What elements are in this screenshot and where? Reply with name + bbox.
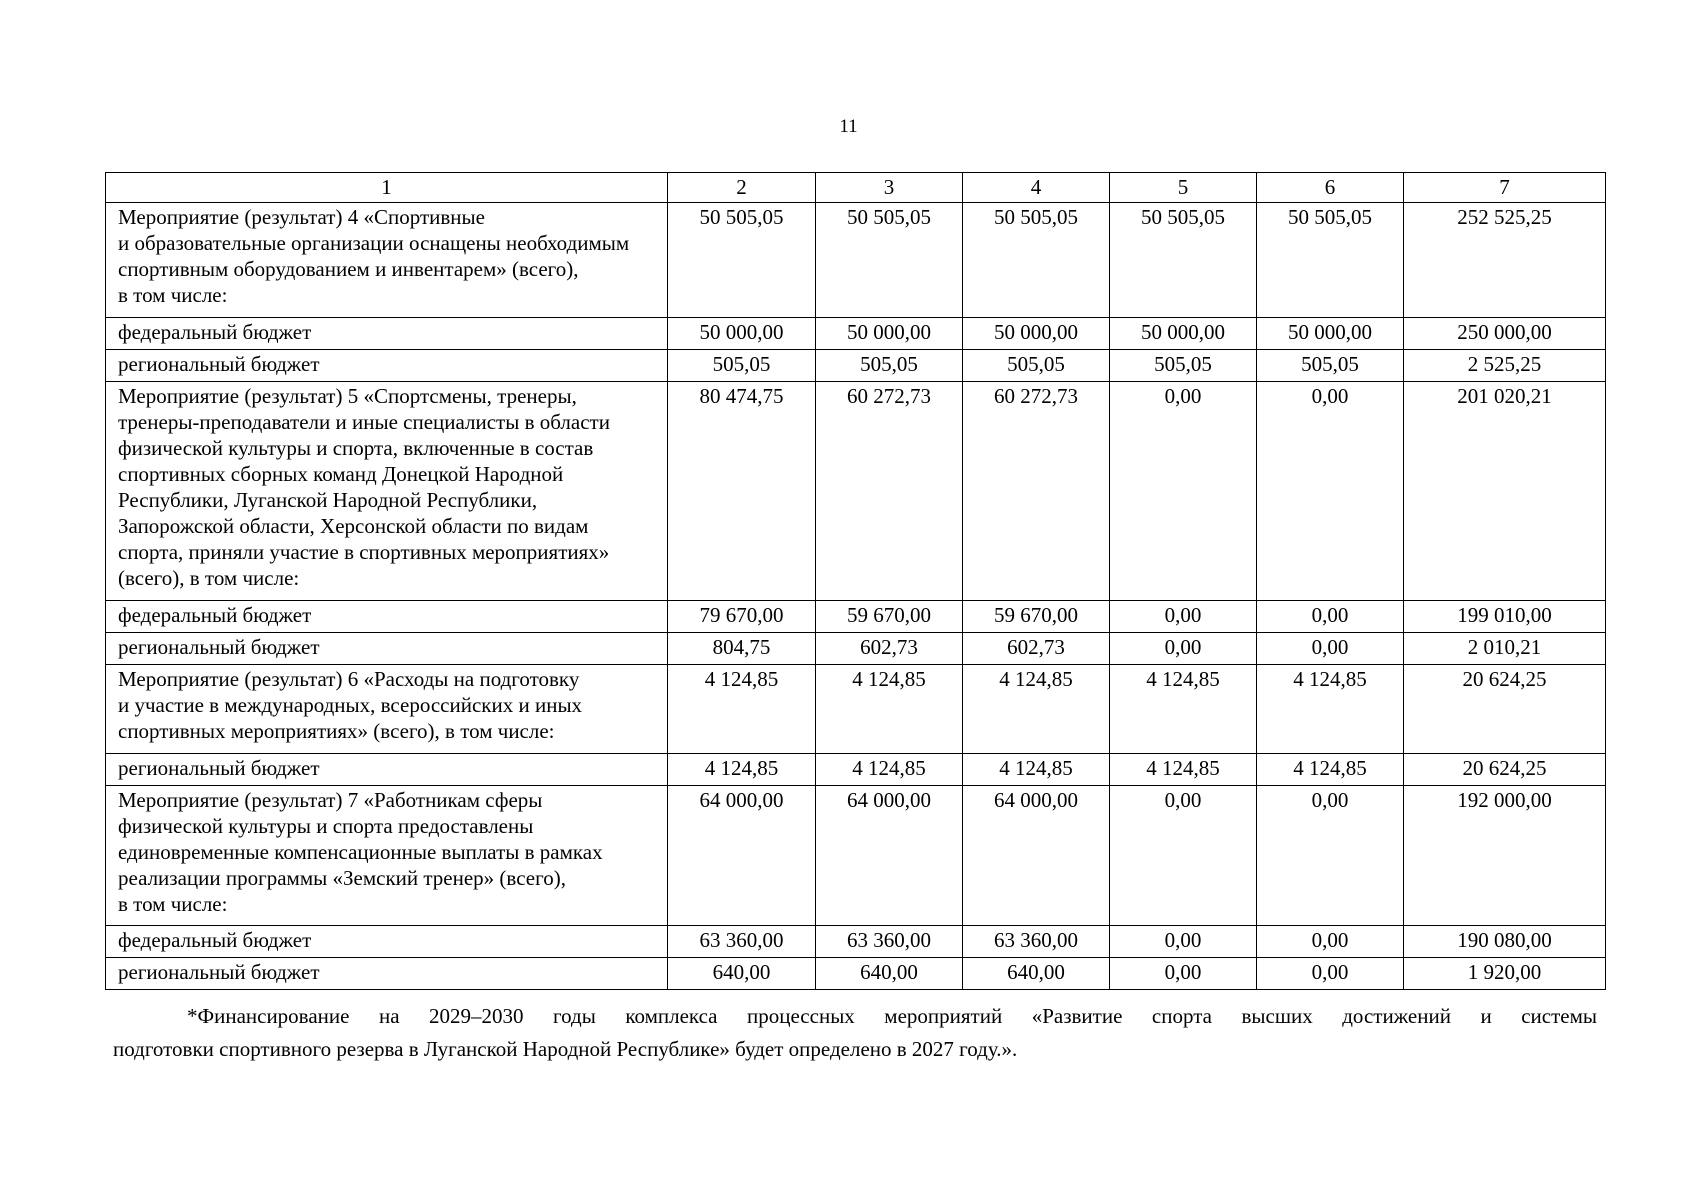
value-cell: 0,00 [1110,958,1257,990]
total-cell: 1 920,00 [1404,958,1606,990]
column-header: 3 [816,173,963,203]
value-cell: 50 505,05 [668,203,816,318]
total-cell: 250 000,00 [1404,318,1606,350]
value-cell: 640,00 [963,958,1110,990]
table-row [106,633,1606,665]
funding-table [105,172,1606,990]
value-cell: 50 000,00 [1257,318,1404,350]
row-label-line: и образовательные организации оснащены необходимым [118,231,630,255]
row-label [106,926,668,958]
value-cell: 0,00 [1257,633,1404,665]
value-cell: 60 272,73 [816,382,963,601]
row-label-line: Мероприятие (результат) 5 «Спортсмены, тренеры, [118,384,577,408]
row-label-line: в том числе: [118,892,228,916]
value-cell: 4 124,85 [963,665,1110,754]
row-label [106,786,668,926]
value-cell: 505,05 [816,350,963,382]
row-label [106,601,668,633]
value-cell: 640,00 [668,958,816,990]
total-cell: 190 080,00 [1404,926,1606,958]
value-cell: 4 124,85 [1110,665,1257,754]
value-cell: 0,00 [1110,786,1257,926]
value-cell: 804,75 [668,633,816,665]
row-label-line: Запорожской области, Херсонской области по видам [118,514,589,538]
value-cell: 50 505,05 [816,203,963,318]
total-cell: 2 010,21 [1404,633,1606,665]
value-cell: 4 124,85 [668,754,816,786]
value-cell: 64 000,00 [816,786,963,926]
value-cell: 63 360,00 [816,926,963,958]
value-cell: 4 124,85 [963,754,1110,786]
total-cell: 192 000,00 [1404,786,1606,926]
value-cell: 505,05 [1257,350,1404,382]
row-label-line: единовременные компенсационные выплаты в рамках [118,840,603,864]
table-body [106,203,1606,990]
value-cell: 50 000,00 [1110,318,1257,350]
value-cell: 4 124,85 [1110,754,1257,786]
row-label-line: и участие в международных, всероссийских и иных [118,693,583,717]
value-cell: 50 000,00 [668,318,816,350]
value-cell: 4 124,85 [816,754,963,786]
row-label-line: федеральный бюджет [118,603,312,627]
value-cell: 0,00 [1257,926,1404,958]
row-label-line: федеральный бюджет [118,320,312,344]
row-label-line: физической культуры и спорта, включенные в состав [118,436,594,460]
row-label [106,350,668,382]
value-cell: 0,00 [1110,926,1257,958]
value-cell: 0,00 [1110,601,1257,633]
total-cell: 252 525,25 [1404,203,1606,318]
footnote-line: подготовки спортивного резерва в Луганской Народной Республике» будет определено в 2027 году.». [113,1037,1018,1061]
row-label-line: тренеры-преподаватели и иные специалисты в области [118,410,610,434]
row-label [106,754,668,786]
value-cell: 0,00 [1110,382,1257,601]
total-cell: 20 624,25 [1404,665,1606,754]
row-label-line: региональный бюджет [118,960,320,984]
column-header: 2 [668,173,816,203]
column-header: 6 [1257,173,1404,203]
value-cell: 59 670,00 [816,601,963,633]
total-cell: 199 010,00 [1404,601,1606,633]
value-cell: 50 000,00 [963,318,1110,350]
value-cell: 64 000,00 [668,786,816,926]
column-header: 5 [1110,173,1257,203]
table-row [106,350,1606,382]
row-label-line: Мероприятие (результат) 6 «Расходы на подготовку [118,667,580,691]
value-cell: 63 360,00 [963,926,1110,958]
total-cell: 20 624,25 [1404,754,1606,786]
row-label-line: региональный бюджет [118,635,320,659]
value-cell: 640,00 [816,958,963,990]
value-cell: 0,00 [1257,958,1404,990]
row-label-line: региональный бюджет [118,756,320,780]
value-cell: 505,05 [1110,350,1257,382]
value-cell: 602,73 [816,633,963,665]
row-label-line: Мероприятие (результат) 4 «Спортивные [118,205,485,229]
row-label-line: (всего), в том числе: [118,566,300,590]
page-number: 11 [839,116,858,137]
value-cell: 505,05 [963,350,1110,382]
value-cell: 505,05 [668,350,816,382]
value-cell: 59 670,00 [963,601,1110,633]
table-header-row [106,173,1606,203]
value-cell: 602,73 [963,633,1110,665]
value-cell: 50 000,00 [816,318,963,350]
value-cell: 0,00 [1257,382,1404,601]
value-cell: 64 000,00 [963,786,1110,926]
row-label-line: спортивным оборудованием и инвентарем» (всего), [118,257,579,281]
value-cell: 50 505,05 [1110,203,1257,318]
value-cell: 60 272,73 [963,382,1110,601]
row-label [106,318,668,350]
value-cell: 0,00 [1257,601,1404,633]
table-row [106,382,1606,601]
footnote [113,1000,1597,1066]
column-header: 7 [1404,173,1606,203]
table-row [106,786,1606,926]
value-cell: 80 474,75 [668,382,816,601]
row-label [106,203,668,318]
row-label-line: спортивных сборных команд Донецкой Народной [118,462,564,486]
column-header: 1 [106,173,668,203]
row-label-line: физической культуры и спорта предоставлены [118,814,534,838]
row-label [106,665,668,754]
value-cell: 0,00 [1110,633,1257,665]
row-label-line: Мероприятие (результат) 7 «Работникам сферы [118,788,543,812]
value-cell: 4 124,85 [1257,665,1404,754]
table-row [106,926,1606,958]
row-label [106,382,668,601]
value-cell: 50 505,05 [1257,203,1404,318]
row-label-line: спорта, приняли участие в спортивных мероприятиях» [118,540,610,564]
total-cell: 201 020,21 [1404,382,1606,601]
total-cell: 2 525,25 [1404,350,1606,382]
value-cell: 50 505,05 [963,203,1110,318]
row-label [106,958,668,990]
row-label-line: в том числе: [118,283,228,307]
row-label-line: реализации программы «Земский тренер» (всего), [118,866,566,890]
value-cell: 4 124,85 [1257,754,1404,786]
row-label [106,633,668,665]
value-cell: 4 124,85 [668,665,816,754]
value-cell: 79 670,00 [668,601,816,633]
value-cell: 4 124,85 [816,665,963,754]
row-label-line: Республики, Луганской Народной Республики, [118,488,538,512]
value-cell: 0,00 [1257,786,1404,926]
footnote-line: *Финансирование на 2029–2030 годы комплекса процессных мероприятий «Развитие спорта высших достижений и системы [187,1004,1597,1028]
row-label-line: спортивных мероприятиях» (всего), в том числе: [118,719,555,743]
table-row [106,665,1606,754]
value-cell: 63 360,00 [668,926,816,958]
table-row [106,958,1606,990]
column-header: 4 [963,173,1110,203]
row-label-line: региональный бюджет [118,352,320,376]
table-row [106,601,1606,633]
table-row [106,318,1606,350]
table-row [106,754,1606,786]
table-row [106,203,1606,318]
row-label-line: федеральный бюджет [118,928,312,952]
